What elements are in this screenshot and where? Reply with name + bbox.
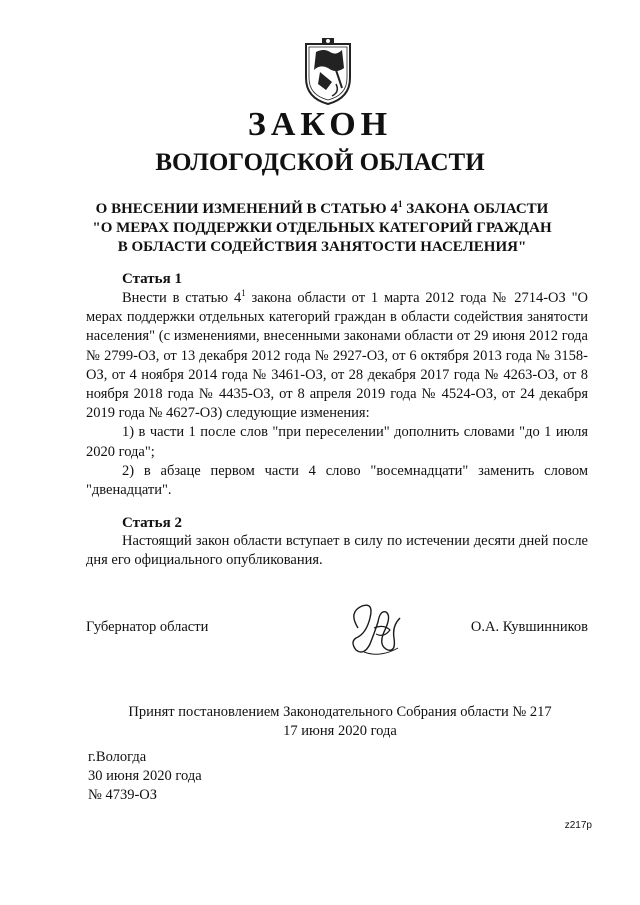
adoption-line-2: 17 июня 2020 года (283, 723, 397, 739)
article-1-item-2: 2) в абзаце первом части 4 слово "восемнадцати" заменить словом "двенадцати". (86, 462, 588, 499)
article-1-title: Статья 1 (122, 271, 182, 287)
article-2-text: Настоящий закон области вступает в силу по истечении десяти дней после дня его официального опубликования. (86, 533, 588, 569)
article-1-item-1: 1) в части 1 после слов "при переселении" дополнить словами "до 1 июля 2020 года"; (86, 424, 588, 460)
document-code: z217p (564, 820, 592, 831)
article-1-body (86, 289, 588, 500)
footer-info (88, 748, 202, 805)
article-2-body (86, 532, 588, 570)
article-1-intro: Внести в статью $4^1$ закона области от 1 марта 2012 года № 2714-ОЗ "О мерах поддержки отдельных категорий граждан в области содействия занятости населения" (с изменениями, внесенными законами области от 29 июня 2012 года № 2799-ОЗ, от 13 декабря 2012 года № 2927-ОЗ, от 6 октября 2013 года № 3158-ОЗ, от 4 ноября 2014 года № 3461-ОЗ, от 28 декабря 2017 года № 4263-ОЗ, от 8 ноября 2018 года № 4435-ОЗ, от 8 апреля 2019 года № 4524-ОЗ, от 24 декабря 2019 года № 4627-ОЗ) следующие изменения: (86, 288, 588, 422)
law-heading-line-3: В ОБЛАСТИ СОДЕЙСТВИЯ ЗАНЯТОСТИ НАСЕЛЕНИЯ" (117, 239, 527, 255)
adoption-line-1: Принят постановлением Законодательного Собрания области № 217 (128, 704, 552, 720)
article-2-title: Статья 2 (122, 515, 182, 531)
footer-city: г.Вологда (88, 749, 147, 765)
governor-title: Губернатор области (86, 619, 209, 635)
footer-number: № 4739-ОЗ (88, 787, 158, 803)
handwritten-signature (344, 598, 406, 660)
document-subtitle: ВОЛОГОДСКОЙ ОБЛАСТИ (155, 149, 485, 176)
footer-date: 30 июня 2020 года (88, 768, 202, 784)
document-title: ЗАКОН (247, 106, 393, 143)
law-heading-line-1: О ВНЕСЕНИИ ИЗМЕНЕНИЙ В СТАТЬЮ $4^1$ ЗАКОНА ОБЛАСТИ (95, 199, 549, 217)
adoption-note (0, 703, 640, 741)
signature-row (86, 604, 588, 664)
coat-of-arms-emblem (302, 38, 354, 106)
governor-name: О.А. Кувшинников (470, 619, 588, 635)
law-heading-line-2: "О МЕРАХ ПОДДЕРЖКИ ОТДЕЛЬНЫХ КАТЕГОРИЙ ГРАЖДАН (92, 220, 552, 236)
law-heading (70, 200, 574, 257)
